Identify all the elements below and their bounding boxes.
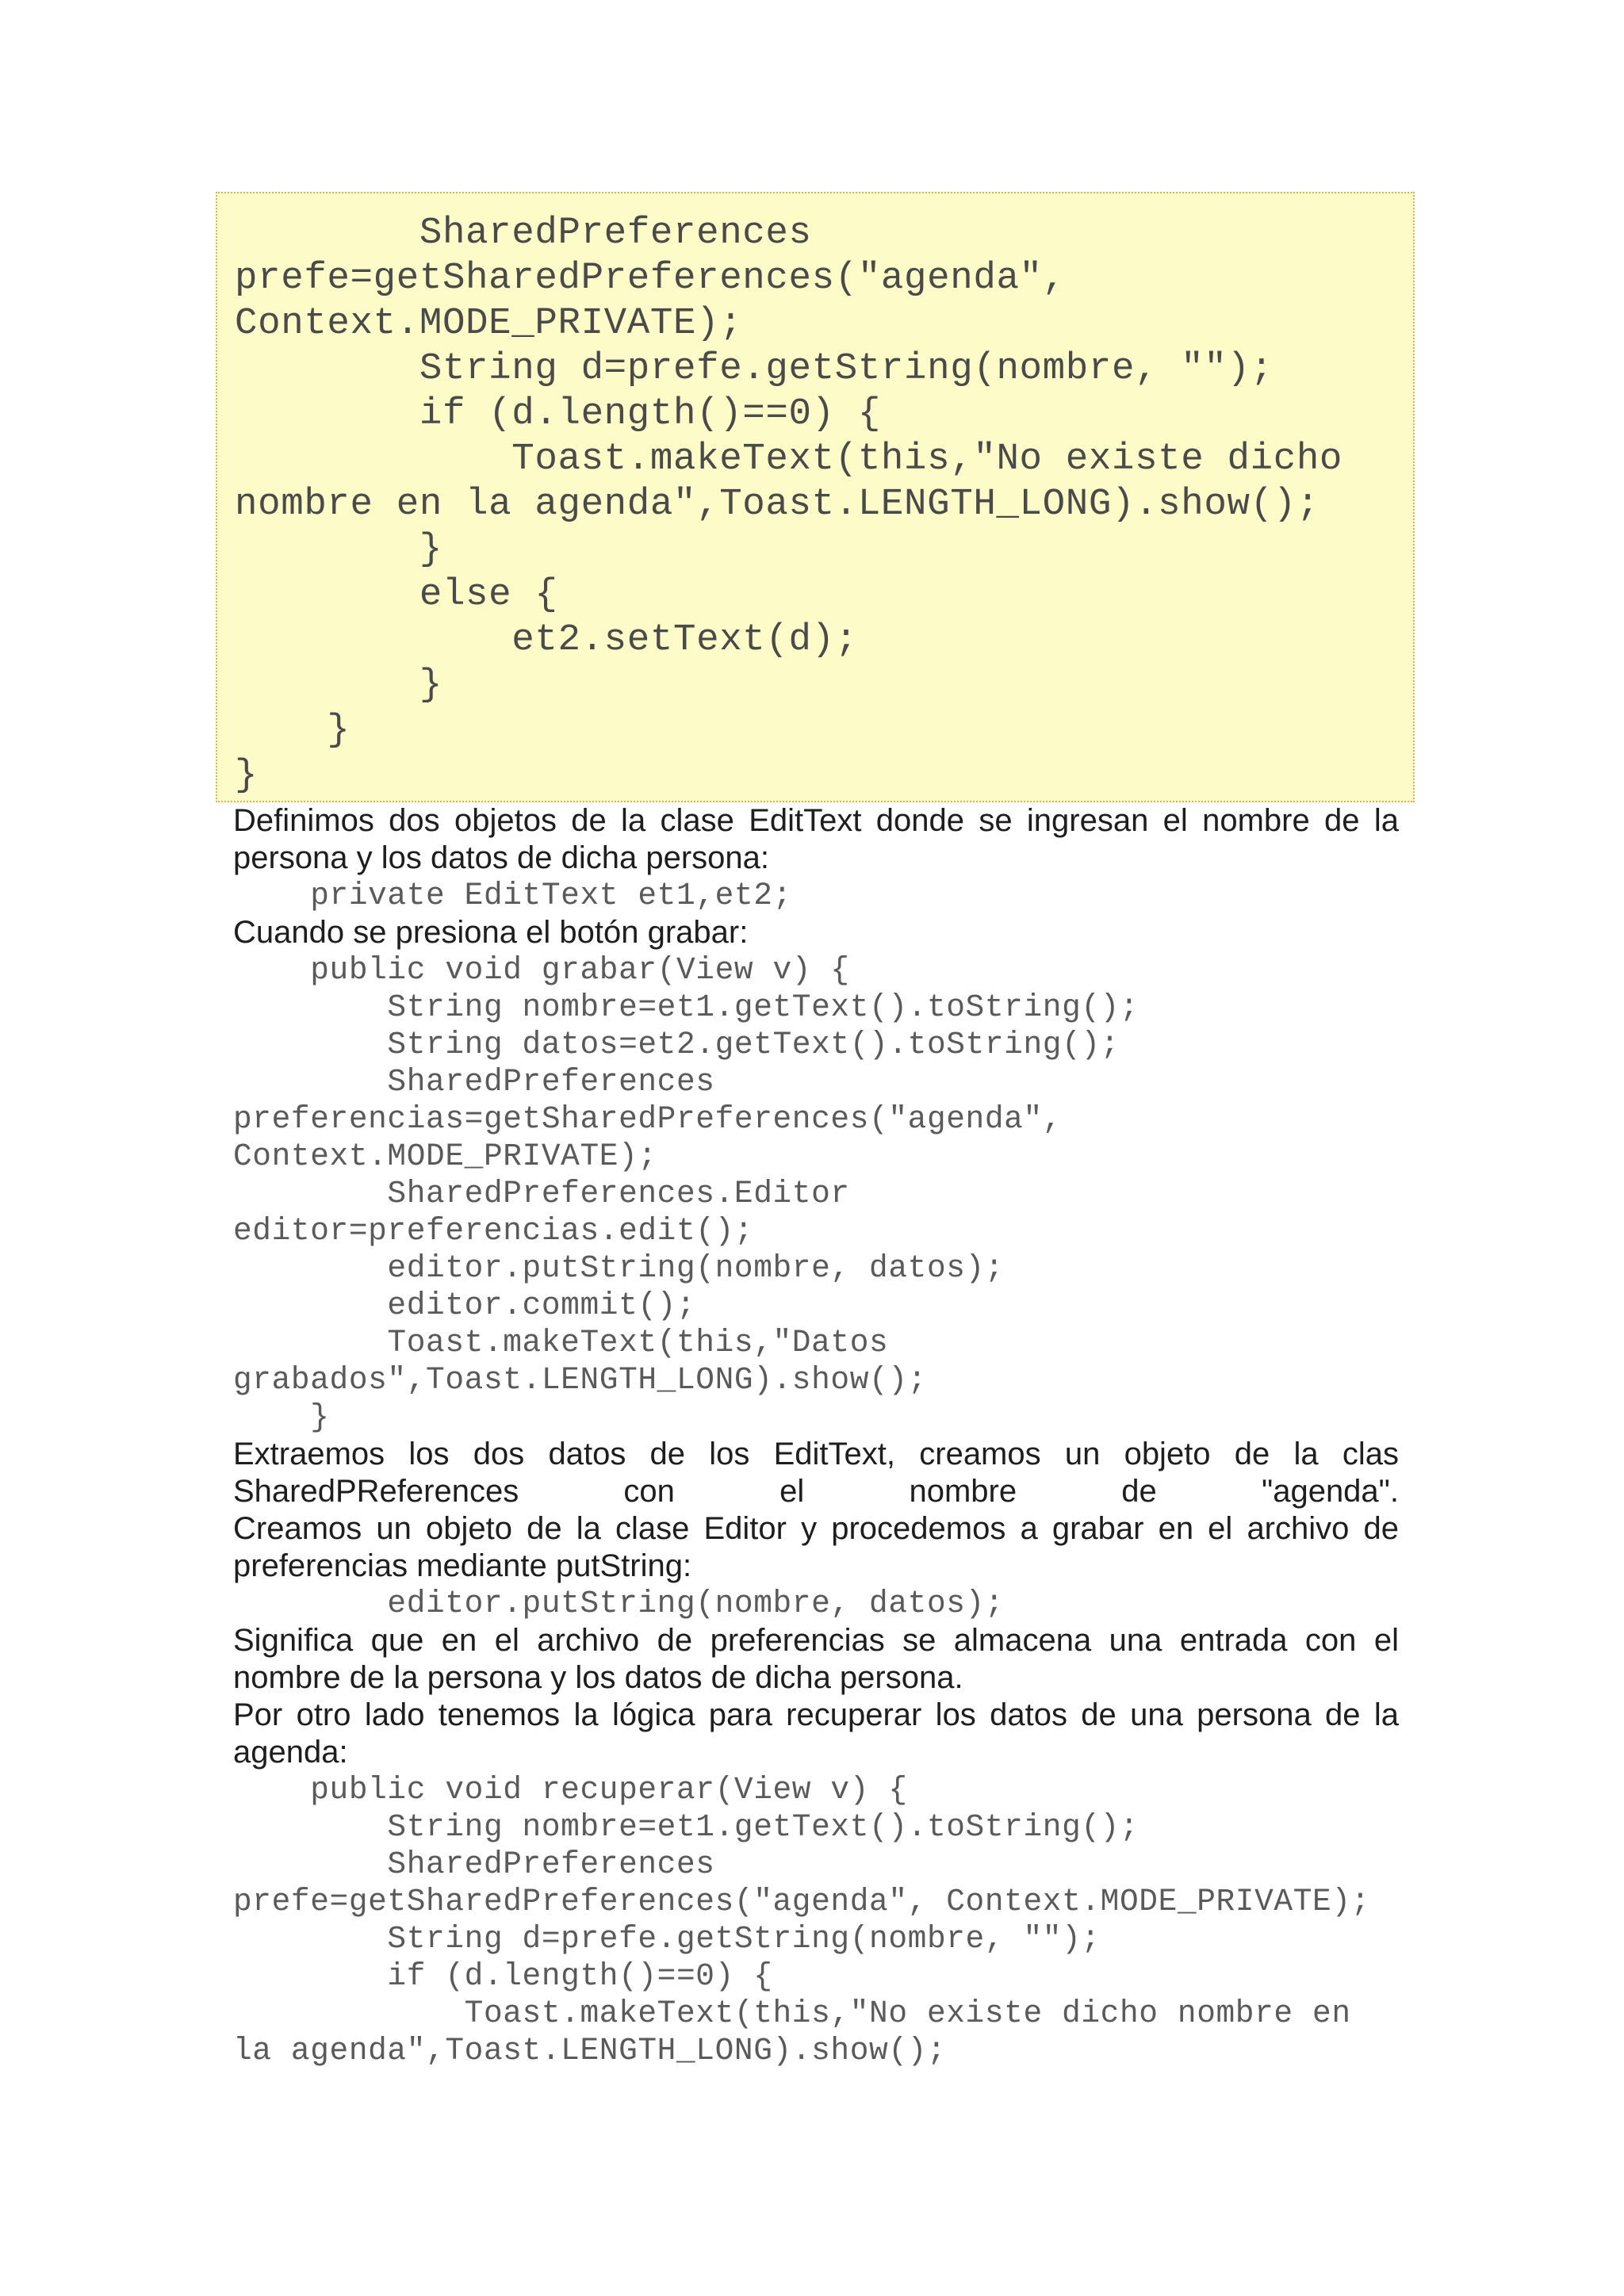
word: "agenda".	[1262, 1474, 1399, 1509]
word: SharedPReferences	[233, 1474, 519, 1509]
word: con	[623, 1474, 675, 1509]
code-line: String d=prefe.getString(nombre, "");	[233, 1921, 1101, 1957]
code-line: grabados",Toast.LENGTH_LONG).show();	[233, 1362, 927, 1398]
code-line: Context.MODE_PRIVATE);	[235, 302, 743, 345]
code-line: }	[233, 1399, 330, 1435]
highlighted-code-block	[216, 192, 1415, 802]
document-body	[233, 802, 1399, 2069]
paragraph-recuperar-intro: Por otro lado tenemos la lógica para recuperar los datos de una persona de la agenda:	[233, 1697, 1399, 1770]
code-line: prefe=getSharedPreferences("agenda",	[235, 257, 1066, 300]
paragraph-extraemos-line2	[233, 1473, 1399, 1510]
code-line: SharedPreferences	[235, 212, 812, 254]
paragraph-extraemos-line1	[233, 1436, 1399, 1473]
code-line: }	[235, 664, 442, 706]
code-line: String nombre=et1.getText().toString();	[233, 1809, 1139, 1845]
word: de	[1121, 1474, 1157, 1509]
code-line: private EditText et1,et2;	[233, 878, 792, 913]
code-line: prefe=getSharedPreferences("agenda", Context.MODE_PRIVATE);	[233, 1884, 1370, 1919]
code-line: String d=prefe.getString(nombre, "");	[235, 347, 1274, 390]
code-line: Toast.makeText(this,"Datos	[233, 1325, 889, 1360]
code-line: if (d.length()==0) {	[233, 1958, 773, 1994]
code-line: editor.putString(nombre, datos);	[233, 1586, 1005, 1621]
code-line: et2.setText(d);	[235, 618, 858, 661]
paragraph-editor-putstring: Creamos un objeto de la clase Editor y procedemos a grabar en el archivo de preferencias mediante putString:	[233, 1511, 1399, 1583]
code-line: }	[235, 528, 442, 571]
paragraph-grabar-intro: Cuando se presiona el botón grabar:	[233, 915, 749, 950]
text-fragment: Extraemos los dos datos de los EditText, creamos un objeto de la clas	[233, 1437, 1399, 1471]
code-line: else {	[235, 573, 558, 616]
code-line: SharedPreferences	[233, 1846, 715, 1882]
code-line: Toast.makeText(this,"No existe dicho nombre en	[233, 1996, 1351, 2031]
code-line: SharedPreferences.Editor	[233, 1176, 850, 1211]
word: el	[779, 1474, 805, 1509]
code-line: String datos=et2.getText().toString();	[233, 1027, 1120, 1062]
code-line: public void grabar(View v) {	[233, 952, 850, 988]
code-line: Toast.makeText(this,"No existe dicho	[235, 438, 1343, 480]
code-line: }	[235, 754, 259, 797]
code-line: if (d.length()==0) {	[235, 392, 881, 435]
code-line: la agenda",Toast.LENGTH_LONG).show();	[233, 2033, 947, 2068]
word: nombre	[909, 1474, 1017, 1509]
code-line: Context.MODE_PRIVATE);	[233, 1138, 657, 1174]
code-line: editor.putString(nombre, datos);	[233, 1250, 1005, 1286]
code-line: public void recuperar(View v) {	[233, 1772, 908, 1808]
code-line: }	[235, 709, 350, 752]
code-line: editor=preferencias.edit();	[233, 1213, 754, 1249]
code-line: SharedPreferences	[233, 1064, 715, 1100]
paragraph-significa: Significa que en el archivo de preferencias se almacena una entrada con el nombre de la persona y los datos de dicha persona.	[233, 1623, 1399, 1695]
paragraph-edittext-objects: Definimos dos objetos de la clase EditText donde se ingresan el nombre de la persona y los datos de dicha persona:	[233, 803, 1399, 875]
code-line: editor.commit();	[233, 1288, 696, 1323]
code-line: String nombre=et1.getText().toString();	[233, 989, 1139, 1025]
code-line: preferencias=getSharedPreferences("agenda",	[233, 1101, 1063, 1137]
code-line: nombre en la agenda",Toast.LENGTH_LONG).show();	[235, 483, 1320, 526]
